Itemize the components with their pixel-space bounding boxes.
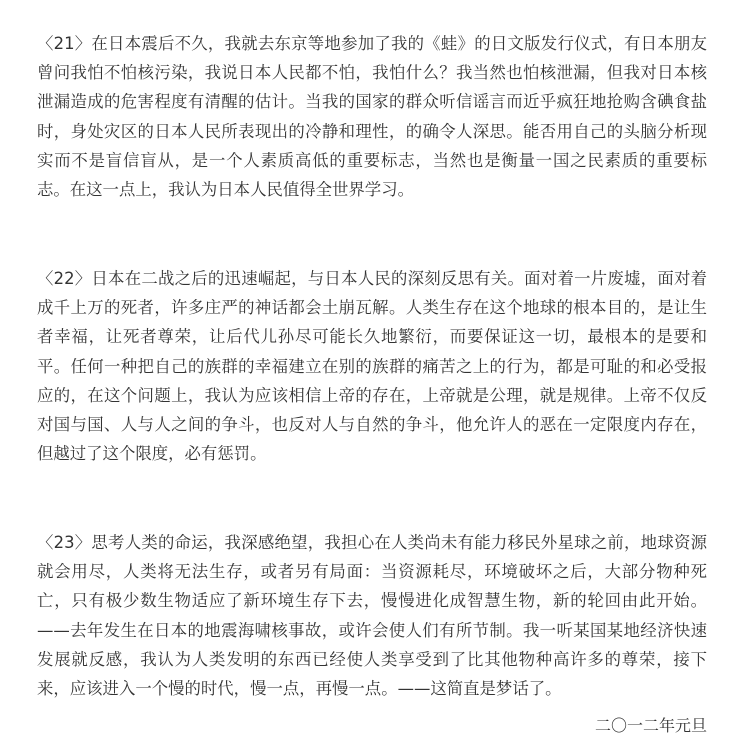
paragraph-23: 〈23〉思考人类的命运，我深感绝望，我担心在人类尚未有能力移民外星球之前，地球资源就会用尽，人类将无法生存，或者另有局面：当资源耗尽，环境破坏之后，大部分物种死亡，只有极少数生物适应了新环境生存下去，慢慢进化成智慧生物，新的轮回由此开始。——去年发生在日本的地震海啸核事故，或许会使人们有所节制。我一听某国某地经济快速发展就反感，我认为人类发明的东西已经使人类享受到了比其他物种高许多的尊荣，接下来，应该进入一个慢的时代，慢一点，再慢一点。——这简直是梦话了。 [37, 533, 707, 699]
paragraph-22: 〈22〉日本在二战之后的迅速崛起，与日本人民的深刻反思有关。面对着一片废墟，面对着成千上万的死者，许多庄严的神话都会土崩瓦解。人类生存在这个地球的根本目的，是让生者幸福，让死者尊荣，让后代儿孙尽可能长久地繁衍，而要保证这一切，最根本的是要和平。任何一种把自己的族群的幸福建立在别的族群的痛苦之上的行为，都是可耻的和必受报应的，在这个问题上，我认为应该相信上帝的存在，上帝就是公理，就是规律。上帝不仅反对国与国、人与人之间的争斗，也反对人与自然的争斗，他允许人的恶在一定限度内存在，但越过了这个限度，必有惩罚。 [37, 269, 707, 464]
signature-date: 二〇一二年元旦 [594, 716, 707, 735]
paragraph-21: 〈21〉在日本震后不久，我就去东京等地参加了我的《蛙》的日文版发行仪式，有日本朋友曾问我怕不怕核污染，我说日本人民都不怕，我怕什么？我当然也怕核泄漏，但我对日本核泄漏造成的危害程度有清醒的估计。当我的国家的群众听信谣言而近乎疯狂地抢购含碘食盐时，身处灾区的日本人民所表现出的冷静和理性，的确令人深思。能否用自己的头脑分析现实而不是盲信盲从，是一个人素质高低的重要标志，当然也是衡量一国之民素质的重要标志。在这一点上，我认为日本人民值得全世界学习。 [37, 34, 707, 200]
